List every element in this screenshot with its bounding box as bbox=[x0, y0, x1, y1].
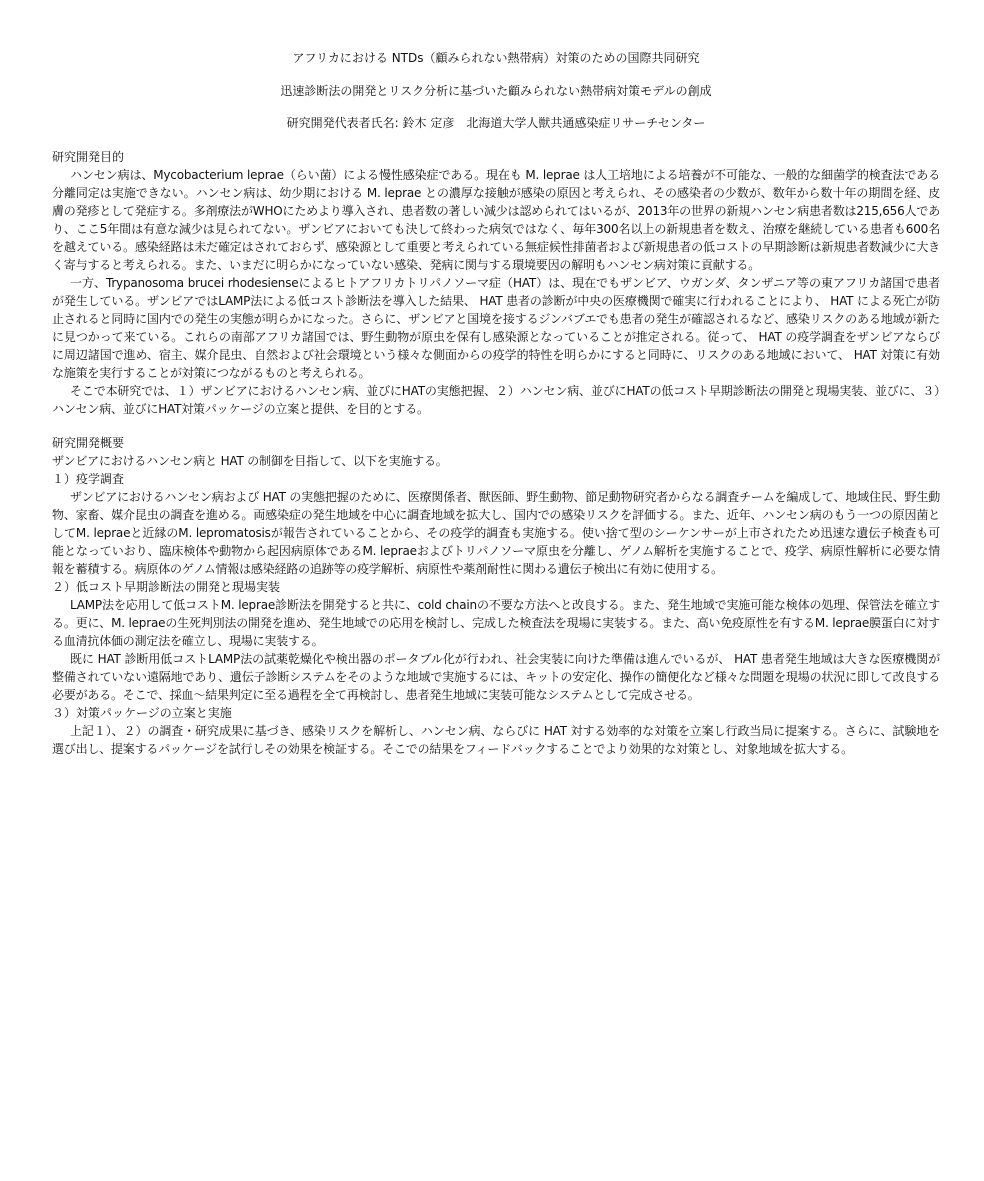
purpose-paragraph-1: ハンセン病は、Mycobacterium leprae（らい菌）による慢性感染症である。現在も M. leprae は人工培地による培養が不可能な、一般的な細菌学的検査法である分離同定は実施できない。ハンセン病は、幼少期における M. leprae との濃厚な接触が感染の原因と考えられ、その感染者の少数が、数年から数十年の期間を経、皮膚の発疹として発症する。多剤療法がWHOにためより導入され、患者数の著しい減少は認められてはいるが、2013年の世界の新規ハンセン病患者数は215,656人であり、ここ5年間は有意な減少は見られてない。ザンビアにおいても決して終わった病気ではなく、毎年300名以上の新規患者を数え、治療を継続している患者も600名を越えている。感染経路は未だ確定はされておらず、感染源として重要と考えられている無症候性排菌者および新規患者の低コストの早期診断は新規患者数減少に大きく寄与すると考えられる。また、いまだに明らかになっていない感染、発病に関与する環境要因の解明もハンセン病対策に貢献する。 bbox=[52, 168, 940, 272]
overview-item-2-paragraph-2: 既に HAT 診断用低コストLAMP法の試薬乾燥化や検出器のポータブル化が行われ、社会実装に向けた準備は進んでいるが、 HAT 患者発生地域は大きな医療機関が整備されていない遠隔地であり、遺伝子診断システムをそのような地域で実施するには、キットの安定化、操作の簡便化など様々な問題を現場の状況に即して改良する必要がある。そこで、採血～結果判定に至る過程を全て再検討し、患者発生地域に実装可能なシステムとして完成させる。 bbox=[52, 652, 940, 702]
project-title: 迅速診断法の開発とリスク分析に基づいた顧みられない熱帯病対策モデルの創成 bbox=[280, 84, 712, 98]
overview-item-3-heading: ３）対策パッケージの立案と実施 bbox=[52, 706, 232, 720]
overview-item-1-paragraph: ザンビアにおけるハンセン病および HAT の実態把握のために、医療関係者、獣医師、野生動物、節足動物研究者からなる調査チームを編成して、地域住民、野生動物、家畜、媒介昆虫の調査を進める。両感染症の発生地域を中心に調査地域を拡大し、国内での感染リスクを評価する。また、近年、ハンセン病のもう一つの原因菌としてM. lepraeと近縁のM. lepromatosisが報告されていることから、その疫学的調査も実施する。使い捨て型のシーケンサーが上市されたため迅速な遺伝子検査も可能となっていおり、臨床検体や動物から起因病原体であるM. lepraeおよびトリパノソーマ原虫を分離し、ゲノム解析を実施することで、疫学、病原性解析に必要な情報を蓄積する。病原体のゲノム情報は感染経路の追跡等の疫学解析、病原性や薬剤耐性に関わる遺伝子検出に有効に使用する。 bbox=[52, 490, 940, 576]
overview-item-3-paragraph: 上記１）、２）の調査・研究成果に基づき、感染リスクを解析し、ハンセン病、ならびに HAT 対する効率的な対策を立案し行政当局に提案する。さらに、試験地を選び出し、提案するパッケージを試行しその効果を検証する。そこでの結果をフィードバックすることでより効果的な対策とし、対象地域を拡大する。 bbox=[52, 724, 940, 756]
overview-intro: ザンビアにおけるハンセン病と HAT の制御を目指して、以下を実施する。 bbox=[52, 454, 448, 468]
overview-item-2-paragraph-1: LAMP法を応用して低コストM. leprae診断法を開発すると共に、cold chainの不要な方法へと改良する。また、発生地域で実施可能な検体の処理、保管法を確立する。更に、M. lepraeの生死判別法の開発を進め、発生地域での応用を検討し、完成した検査法を現場に実装する。また、高い免疫原性を有するM. leprae膜蛋白に対する血清抗体価の測定法を確立し、現場に実装する。 bbox=[52, 598, 940, 648]
program-name: アフリカにおける NTDs（顧みられない熱帯病）対策のための国際共同研究 bbox=[292, 51, 700, 65]
purpose-paragraph-3: そこで本研究では、１）ザンビアにおけるハンセン病、並びにHATの実態把握、２）ハンセン病、並びにHATの低コスト早期診断法の開発と現場実装、並びに、３）ハンセン病、並びにHAT対策パッケージの立案と提供、を目的とする。 bbox=[52, 384, 940, 416]
overview-item-2-heading: ２）低コスト早期診断法の開発と現場実装 bbox=[52, 580, 281, 594]
principal-investigator: 研究開発代表者氏名: 鈴木 定彦 北海道大学人獣共通感染症リサーチセンター bbox=[286, 116, 706, 130]
document-page bbox=[52, 50, 940, 758]
overview-item-1-heading: １）疫学調査 bbox=[52, 472, 125, 486]
overview-heading: 研究開発概要 bbox=[52, 436, 125, 450]
purpose-heading: 研究開発目的 bbox=[52, 150, 125, 164]
purpose-paragraph-2: 一方、Trypanosoma brucei rhodesienseによるヒトアフリカトリパノソーマ症（HAT）は、現在でもザンビア、ウガンダ、タンザニア等の東アフリカ諸国で患者が発生している。ザンビアではLAMP法による低コスト診断法を導入した結果、 HAT 患者の診断が中央の医療機関で確実に行われることにより、 HAT による死亡が防止されると同時に国内での発生の実態が明らかになった。さらに、ザンビアと国境を接するジンバブエでも患者の発生が確認されるなど、感染リスクのある地域が新たに見つかって来ている。これらの南部アフリカ諸国では、野生動物が原虫を保有し感染源となっていることが推定される。従って、 HAT の疫学調査をザンビアならびに周辺諸国で進め、宿主、媒介昆虫、自然および社会環境という様々な側面からの疫学的特性を明らかにすると同時に、リスクのある地域において、 HAT 対策に有効な施策を実行することが対策につながるものと考えられる。 bbox=[52, 276, 940, 380]
